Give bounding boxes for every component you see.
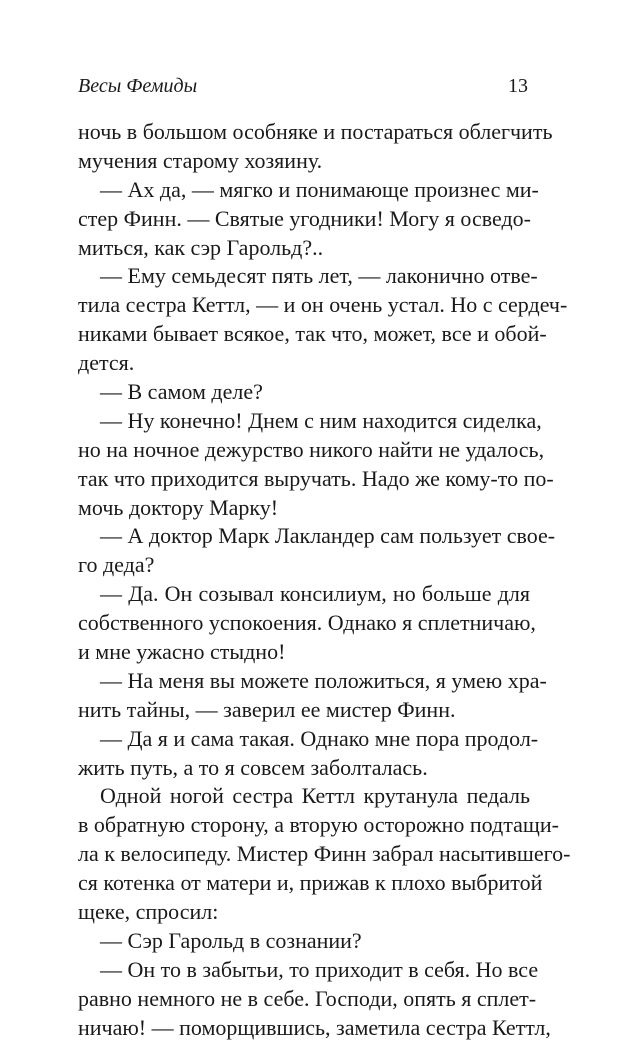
text-line: мочь доктору Марку! — [78, 494, 279, 520]
text-line: — Ну конечно! Днем с ним находится сиделка, — [100, 407, 542, 433]
text-line: — На меня вы можете положиться, я умею хра- — [100, 667, 547, 693]
text-line: — Он то в забытьи, то приходит в себя. Но все — [100, 956, 539, 982]
text-line: ничаю! — поморщившись, заметила сестра Кеттл, — [78, 1014, 551, 1040]
text-line: миться, как сэр Гарольд?.. — [78, 234, 324, 260]
page-number: 13 — [508, 75, 528, 97]
text-line: го деда? — [78, 552, 155, 578]
text-line: жить путь, а то я совсем заболталась. — [78, 754, 428, 780]
text-line: мучения старому хозяину. — [78, 147, 323, 173]
text-line: и мне ужасно стыдно! — [78, 639, 286, 665]
text-line: — Ему семьдесят пять лет, — лаконично отве- — [100, 263, 538, 289]
text-line: так что приходится выручать. Надо же кому-то по- — [78, 465, 554, 491]
text-line: никами бывает всякое, так что, может, все и обой- — [78, 321, 547, 347]
text-line: — А доктор Марк Лакландер сам пользует свое- — [100, 523, 556, 549]
text-line: — Ах да, — мягко и понимающе произнес ми- — [100, 176, 539, 202]
text-line: ся котенка от матери и, прижав к плохо выбритой — [78, 870, 543, 896]
text-line: ночь в большом особняке и постараться облегчить — [78, 119, 553, 144]
text-line: собственного успокоения. Однако я сплетничаю, — [78, 610, 536, 636]
text-line: равно немного не в себе. Господи, опять я сплет- — [78, 985, 537, 1011]
text-line: — В самом деле? — [100, 379, 263, 405]
text-line: Одной ногой сестра Кеттл крутанула педаль — [100, 783, 530, 809]
body-text — [78, 118, 571, 1043]
text-line: в обратную сторону, а вторую осторожно подтащи- — [78, 812, 559, 838]
text-line: щеке, спросил: — [78, 899, 219, 925]
text-line: — Да я и сама такая. Однако мне пора продол- — [100, 725, 539, 751]
text-line: но на ночное дежурство никого найти не удалось, — [78, 436, 545, 462]
text-line: тила сестра Кеттл, — и он очень устал. Но с сердеч- — [78, 292, 568, 318]
running-title: Весы Фемиды — [78, 75, 198, 97]
text-line: нить тайны, — заверил ее мистер Финн. — [78, 696, 456, 722]
running-head — [78, 71, 528, 101]
text-line: ла к велосипеду. Мистер Финн забрал насытившего- — [78, 841, 571, 867]
text-line: — Да. Он созывал консилиум, но больше для — [100, 581, 530, 607]
text-line: дется. — [78, 350, 135, 376]
text-line: — Сэр Гарольд в сознании? — [100, 927, 362, 953]
text-line: стер Финн. — Святые угодники! Могу я осведо- — [78, 205, 531, 231]
